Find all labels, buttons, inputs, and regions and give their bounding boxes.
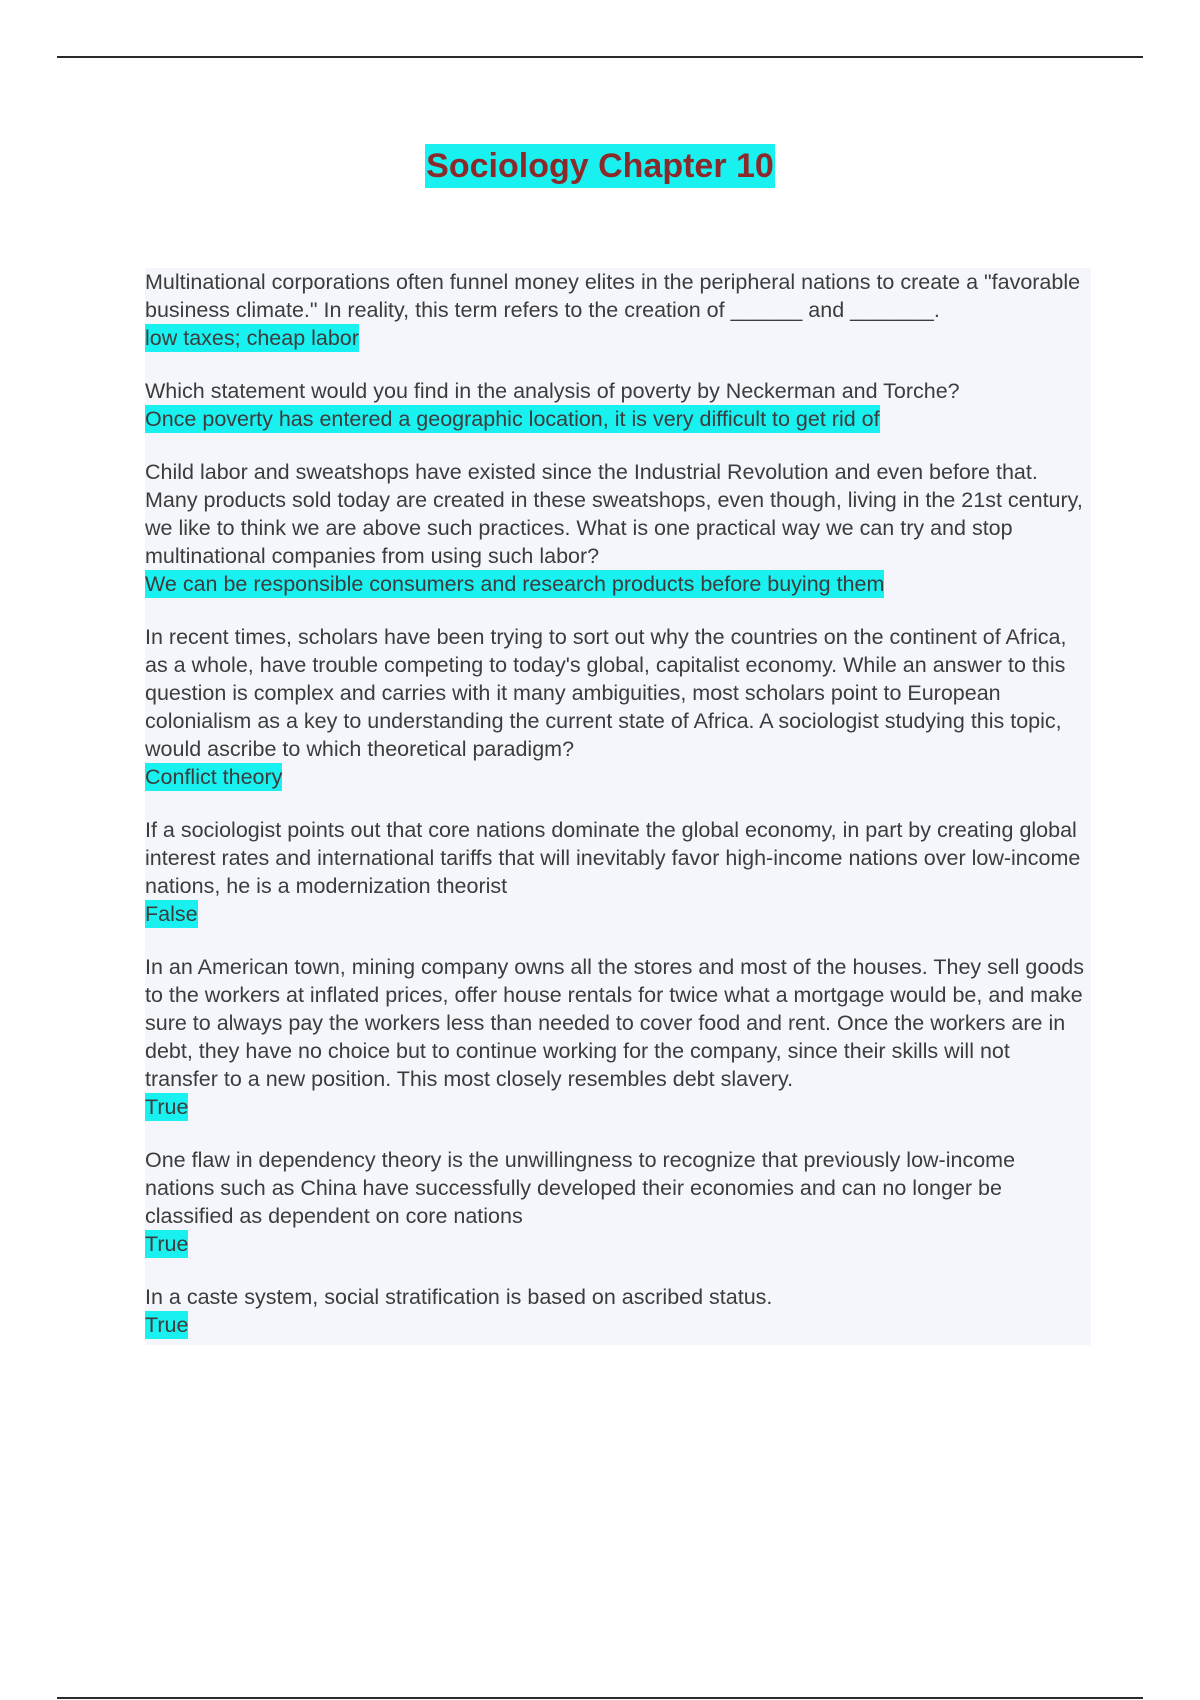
qa-item bbox=[145, 458, 1091, 598]
answer-text: True bbox=[145, 1095, 189, 1119]
answer-text: Once poverty has entered a geographic location, it is very difficult to get rid of bbox=[145, 407, 880, 431]
qa-item bbox=[145, 623, 1091, 791]
qa-item bbox=[145, 1146, 1091, 1258]
question-text: In a caste system, social stratification is based on ascribed status. bbox=[145, 1285, 773, 1309]
question-text: In recent times, scholars have been trying to sort out why the countries on the continent of Africa, as a whole, have trouble competing to today's global, capitalist economy. While an answer to this question is complex and carries with it many ambiguities, most scholars point to European colonialism as a key to understanding the current state of Africa. A sociologist studying this topic, would ascribe to which theoretical paradigm? bbox=[145, 625, 1067, 761]
question-text: One flaw in dependency theory is the unwillingness to recognize that previously low-income nations such as China have successfully developed their economies and can no longer be classified as dependent on core nations bbox=[145, 1148, 1016, 1228]
qa-list bbox=[145, 268, 1091, 1345]
answer-text: We can be responsible consumers and research products before buying them bbox=[145, 572, 885, 596]
answer-text: Conflict theory bbox=[145, 765, 283, 789]
answer-text: True bbox=[145, 1232, 189, 1256]
question-text: If a sociologist points out that core nations dominate the global economy, in part by creating global interest rates and international tariffs that will inevitably favor high-income nations over low-income nations, he is a modernization theorist bbox=[145, 818, 1081, 898]
page-title: Sociology Chapter 10 bbox=[425, 144, 775, 188]
question-text: In an American town, mining company owns all the stores and most of the houses. They sell goods to the workers at inflated prices, offer house rentals for twice what a mortgage would be, and make sure to always pay the workers less than needed to cover food and rent. Once the workers are in debt, they have no choice but to continue working for the company, since their skills will not transfer to a new position. This most closely resembles debt slavery. bbox=[145, 955, 1084, 1091]
qa-item bbox=[145, 953, 1091, 1121]
page-top-rule bbox=[57, 56, 1143, 58]
qa-item bbox=[145, 268, 1091, 352]
qa-item bbox=[145, 377, 1091, 433]
qa-item bbox=[145, 1283, 1091, 1339]
question-text: Child labor and sweatshops have existed since the Industrial Revolution and even before that. Many products sold today are created in these sweatshops, even though, living in the 21st century, we like to think we are above such practices. What is one practical way we can try and stop multinational companies from using such labor? bbox=[145, 460, 1083, 568]
title-container bbox=[0, 144, 1200, 188]
page-bottom-rule bbox=[57, 1697, 1143, 1699]
qa-item bbox=[145, 816, 1091, 928]
answer-text: low taxes; cheap labor bbox=[145, 326, 359, 350]
answer-text: True bbox=[145, 1313, 189, 1337]
answer-text: False bbox=[145, 902, 198, 926]
question-text: Which statement would you find in the analysis of poverty by Neckerman and Torche? bbox=[145, 379, 960, 403]
question-text: Multinational corporations often funnel money elites in the peripheral nations to create a "favorable business climate." In reality, this term refers to the creation of ______ and _______. bbox=[145, 270, 1081, 322]
